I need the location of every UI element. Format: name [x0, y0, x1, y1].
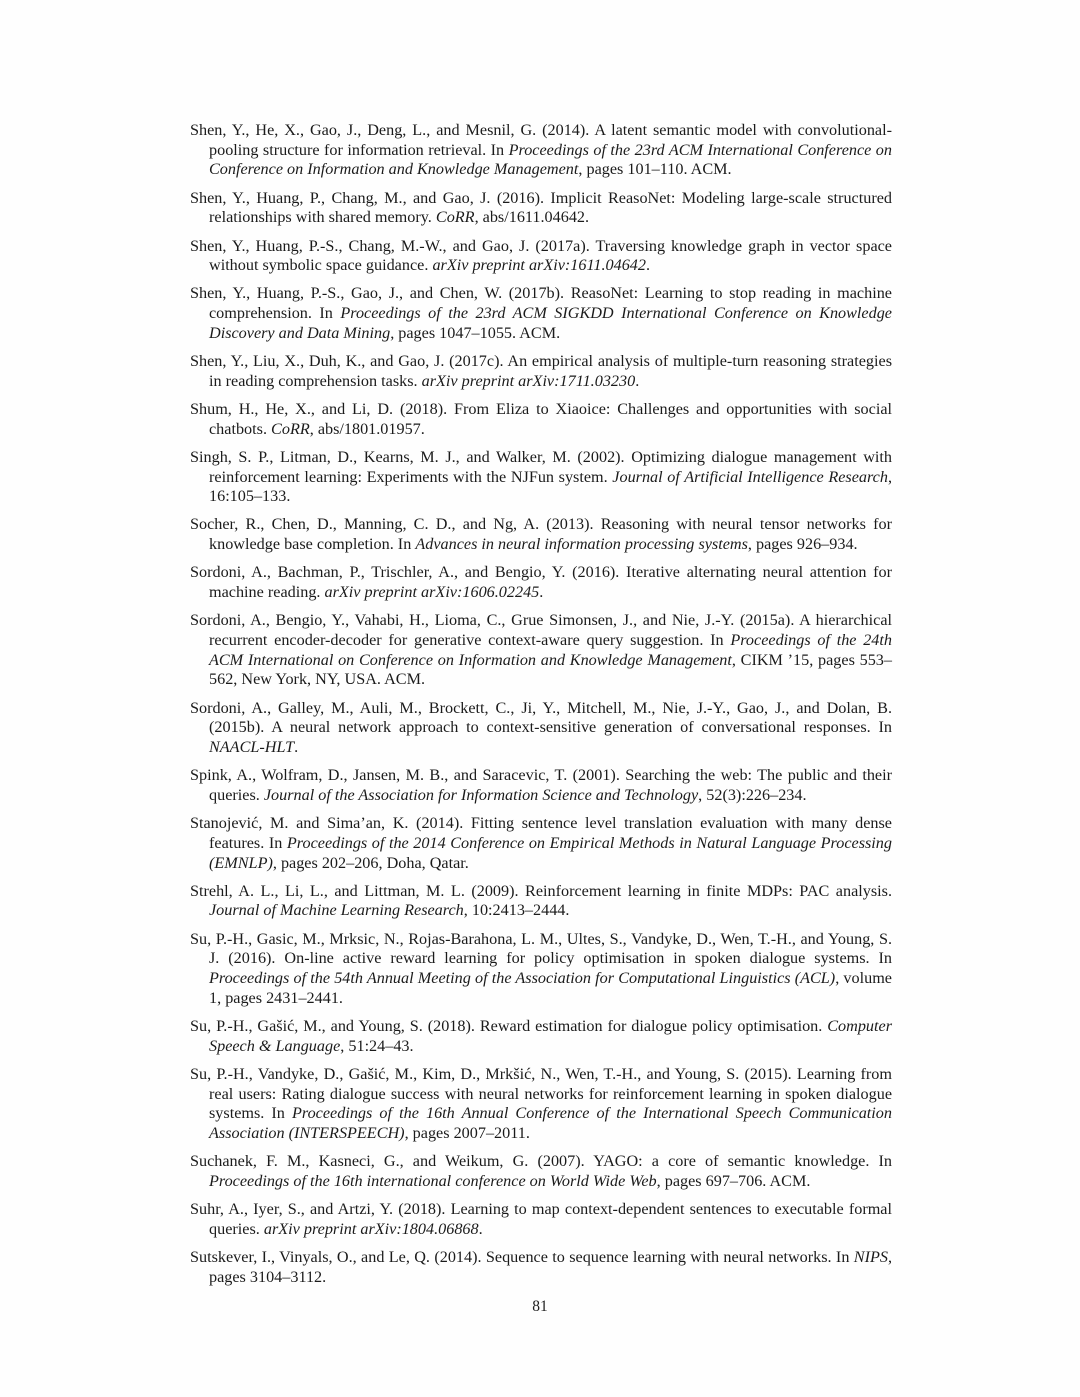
reference-text: Sordoni, A., Bachman, P., Trischler, A., and Bengio, Y. (2016). Iterative alternating neural attention for machine reading.: [190, 563, 892, 602]
reference-text: , pages 202–206, Doha, Qatar.: [272, 853, 469, 872]
reference-entry: [190, 699, 892, 758]
reference-entry: [190, 515, 892, 554]
reference-text: , CIKM ’15, pages 553–562, New York, NY, USA. ACM.: [209, 650, 892, 689]
reference-text: , pages 1047–1055. ACM.: [390, 323, 561, 342]
reference-text: Su, P.-H., Vandyke, D., Gašić, M., Kim, D., Mrkšić, N., Wen, T.-H., and Young, S. (2015). Learning from real users: Rating dialogue success with neural networks for reinforcement learning in spoken dialogue systems. In: [190, 1064, 892, 1123]
reference-venue-italic: CoRR: [271, 419, 310, 438]
reference-entry: [190, 1065, 892, 1144]
reference-text: , pages 101–110. ACM.: [578, 160, 732, 179]
reference-text: , abs/1611.04642.: [474, 208, 590, 227]
reference-text: Spink, A., Wolfram, D., Jansen, M. B., and Saracevic, T. (2001). Searching the web: The public and their queries.: [190, 766, 892, 804]
reference-venue-italic: Proceedings of the 16th international conference on World Wide Web: [209, 1171, 657, 1190]
reference-text: .: [478, 1219, 483, 1238]
reference-entry: [190, 814, 892, 873]
reference-entry: [190, 766, 892, 805]
reference-text: Sordoni, A., Galley, M., Auli, M., Brockett, C., Ji, Y., Mitchell, M., Nie, J.-Y., Gao, J., and Dolan, B. (2015b). A neural network approach to context-sensitive generation of conversational responses. In: [190, 698, 892, 737]
reference-text: Shen, Y., He, X., Gao, J., Deng, L., and Mesnil, G. (2014). A latent semantic model with convolutional-pooling structure for information retrieval. In: [190, 121, 892, 159]
reference-text: , pages 697–706. ACM.: [656, 1171, 811, 1190]
reference-text: , pages 3104–3112.: [209, 1247, 892, 1286]
reference-venue-italic: arXiv preprint arXiv:1804.06868: [263, 1219, 479, 1238]
reference-text: , 51:24–43.: [340, 1036, 414, 1055]
reference-text: .: [539, 583, 544, 602]
reference-entry: [190, 400, 892, 439]
reference-entry: [190, 121, 892, 180]
reference-text: Stanojević, M. and Sima’an, K. (2014). Fitting sentence level translation evaluation with many dense features. In: [190, 814, 892, 852]
reference-venue-italic: Computer Speech & Language: [209, 1016, 892, 1055]
reference-venue-italic: Proceedings of the 16th Annual Conference of the International Speech Communication Association (INTERSPEECH): [209, 1104, 892, 1142]
reference-venue-italic: Advances in neural information processing systems: [415, 535, 748, 554]
reference-text: , 16:105–133.: [209, 467, 893, 506]
reference-text: .: [635, 371, 640, 390]
reference-text: Sutskever, I., Vinyals, O., and Le, Q. (2014). Sequence to sequence learning with neural networks. In: [190, 1247, 854, 1266]
reference-entry: [190, 1017, 892, 1056]
reference-entry: [190, 882, 892, 921]
reference-text: .: [646, 256, 651, 275]
reference-text: , 10:2413–2444.: [463, 901, 570, 920]
reference-venue-italic: CoRR: [435, 208, 475, 227]
reference-entry: [190, 563, 892, 602]
reference-text: Shen, Y., Huang, P.-S., Gao, J., and Chen, W. (2017b). ReasoNet: Learning to stop reading in machine comprehension. In: [190, 284, 892, 323]
reference-text: Singh, S. P., Litman, D., Kearns, M. J., and Walker, M. (2002). Optimizing dialogue management with reinforcement learning: Experiments with the NJFun system.: [190, 447, 892, 486]
reference-entry: [190, 237, 892, 276]
reference-venue-italic: Journal of the Association for Information Science and Technology: [263, 785, 699, 804]
reference-text: , volume 1, pages 2431–2441.: [209, 969, 892, 1007]
reference-venue-italic: Journal of Machine Learning Research: [209, 901, 464, 920]
reference-entry: [190, 1200, 892, 1239]
reference-text: Suhr, A., Iyer, S., and Artzi, Y. (2018). Learning to map context-dependent sentences to executable formal queries.: [190, 1200, 892, 1238]
reference-text: , 52(3):226–234.: [698, 785, 807, 804]
reference-venue-italic: Journal of Artificial Intelligence Research: [612, 467, 888, 486]
reference-text: Su, P.-H., Gašić, M., and Young, S. (2018). Reward estimation for dialogue policy optimisation.: [190, 1016, 828, 1035]
reference-venue-italic: Proceedings of the 23rd ACM SIGKDD International Conference on Knowledge Discovery and Data Mining: [209, 304, 892, 342]
reference-entry: [190, 448, 892, 507]
reference-venue-italic: Proceedings of the 2014 Conference on Empirical Methods in Natural Language Processing (EMNLP): [209, 833, 892, 872]
reference-entry: [190, 284, 892, 343]
reference-venue-italic: arXiv preprint arXiv:1611.04642: [432, 256, 646, 275]
reference-text: Shen, Y., Huang, P.-S., Chang, M.-W., and Gao, J. (2017a). Traversing knowledge graph in vector space without symbolic space guidance.: [190, 236, 892, 275]
reference-entry: [190, 1248, 892, 1287]
reference-venue-italic: NIPS: [853, 1247, 888, 1266]
reference-venue-italic: arXiv preprint arXiv:1711.03230: [421, 371, 636, 390]
reference-text: , pages 926–934.: [747, 535, 858, 554]
reference-text: .: [294, 737, 299, 756]
reference-entry: [190, 930, 892, 1009]
reference-entry: [190, 189, 892, 228]
reference-text: Suchanek, F. M., Kasneci, G., and Weikum, G. (2007). YAGO: a core of semantic knowledge. In: [190, 1152, 892, 1171]
reference-venue-italic: arXiv preprint arXiv:1606.02245: [324, 583, 540, 602]
reference-entry: [190, 1152, 892, 1191]
reference-venue-italic: NAACL-HLT: [209, 737, 295, 756]
reference-text: , abs/1801.01957.: [309, 419, 425, 438]
reference-text: Sordoni, A., Bengio, Y., Vahabi, H., Lioma, C., Grue Simonsen, J., and Nie, J.-Y. (2015a). A hierarchical recurrent encoder-decoder for generative context-aware query suggestion. In: [190, 611, 892, 649]
reference-text: Shen, Y., Liu, X., Duh, K., and Gao, J. (2017c). An empirical analysis of multiple-turn reasoning strategies in reading comprehension tasks.: [190, 352, 892, 390]
reference-text: Su, P.-H., Gasic, M., Mrksic, N., Rojas-Barahona, L. M., Ultes, S., Vandyke, D., Wen, T.-H., and Young, S. J. (2016). On-line active reward learning for policy optimisation in spoken dialogue systems. In: [190, 929, 892, 968]
reference-venue-italic: Proceedings of the 54th Annual Meeting of the Association for Computational Linguistics (ACL): [209, 969, 836, 988]
reference-venue-italic: Proceedings of the 24th ACM International on Conference on Information and Knowledge Management: [209, 630, 892, 669]
reference-text: Strehl, A. L., Li, L., and Littman, M. L. (2009). Reinforcement learning in finite MDPs: PAC analysis.: [190, 881, 892, 900]
reference-text: Socher, R., Chen, D., Manning, C. D., and Ng, A. (2013). Reasoning with neural tensor networks for knowledge base completion. In: [190, 515, 892, 554]
reference-entry: [190, 611, 892, 690]
reference-text: Shum, H., He, X., and Li, D. (2018). From Eliza to Xiaoice: Challenges and opportunities with social chatbots.: [190, 399, 892, 438]
references-list: [190, 121, 892, 1296]
reference-entry: [190, 352, 892, 391]
reference-text: Shen, Y., Huang, P., Chang, M., and Gao, J. (2016). Implicit ReasoNet: Modeling large-scale structured relationships with shared memory.: [190, 188, 892, 227]
page-number: 81: [532, 1298, 548, 1315]
reference-venue-italic: Proceedings of the 23rd ACM International Conference on Conference on Information and Knowledge Management: [209, 140, 892, 179]
reference-text: , pages 2007–2011.: [404, 1123, 530, 1142]
